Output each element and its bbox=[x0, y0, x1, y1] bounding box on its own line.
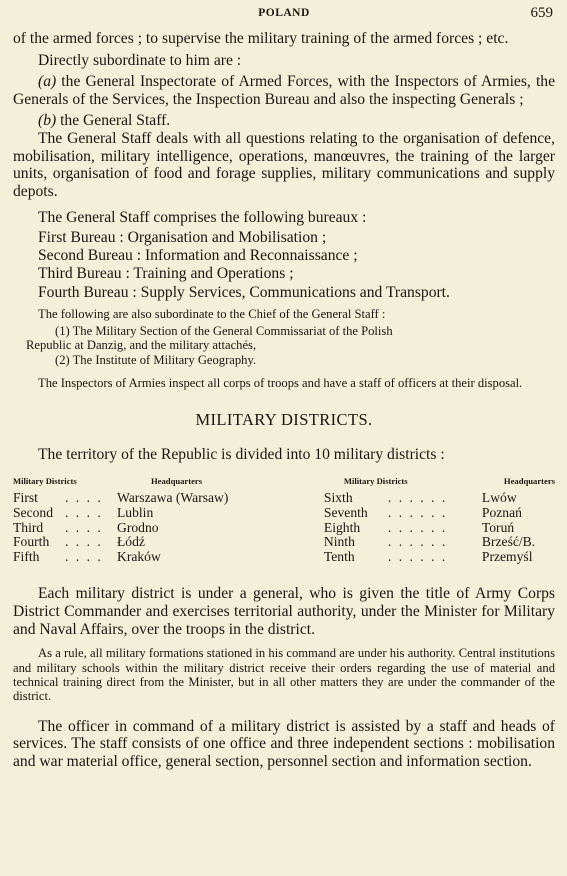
paragraph-directly-subordinate: Directly subordinate to him are : bbox=[38, 51, 242, 69]
column-header-headquarters: Headquarters bbox=[503, 475, 555, 486]
leader-dots: . . . . bbox=[65, 519, 103, 535]
bureau-item: Fourth Bureau : Supply Services, Communications and Transport. bbox=[38, 283, 450, 301]
district-name: Tenth bbox=[323, 548, 355, 564]
running-head: POLAND bbox=[258, 7, 310, 19]
table-row bbox=[324, 521, 555, 536]
leader-dots: . . . . . . bbox=[387, 490, 448, 506]
table-row bbox=[13, 550, 228, 565]
subordinate-item-1: (1) The Military Section of the General Commissariat of the Polish bbox=[55, 324, 393, 339]
bureaux-list bbox=[13, 229, 555, 302]
leader-dots: . . . . . . bbox=[387, 519, 448, 535]
leader-dots: . . . . . . bbox=[387, 548, 448, 564]
headquarters-name: Lwów bbox=[481, 490, 517, 506]
paragraph-item-b bbox=[13, 112, 555, 130]
leader-dots: . . . . . . bbox=[387, 534, 448, 550]
item-b-text: the General Staff. bbox=[56, 112, 171, 130]
district-name: Second bbox=[13, 504, 54, 520]
districts-right-column bbox=[324, 474, 555, 565]
district-name: Seventh bbox=[323, 504, 368, 520]
subordinates-list bbox=[13, 324, 555, 367]
paragraph-inspectors: The Inspectors of Armies inspect all corps of troops and have a staff of officers at their disposal. bbox=[38, 375, 523, 390]
district-name: Sixth bbox=[323, 490, 353, 506]
column-header-districts: Military Districts bbox=[343, 475, 408, 486]
leader-dots: . . . . bbox=[65, 490, 103, 506]
leader-dots: . . . . . . bbox=[387, 504, 448, 520]
section-title: MILITARY DISTRICTS. bbox=[195, 410, 373, 430]
table-row bbox=[324, 491, 555, 506]
leader-dots: . . . . bbox=[65, 548, 103, 564]
district-name: First bbox=[13, 490, 38, 506]
subordinate-item-1-cont: Republic at Danzig, and the military attachés, bbox=[26, 338, 257, 353]
paragraph-armed-forces: of the armed forces ; to supervise the military training of the armed forces ; etc. bbox=[13, 30, 509, 47]
paragraph-general-staff: The General Staff deals with all questions relating to the organisation of defence, mobilisation, military intelligence, operations, manœuvres, the training of the larger units, organisation of food and forage supplies, military communications and supply depots. bbox=[13, 129, 555, 200]
headquarters-name: Kraków bbox=[117, 548, 161, 564]
paragraph-bureaux-intro: The General Staff comprises the following bureaux : bbox=[38, 209, 367, 227]
paragraph-authority: As a rule, all military formations stationed in his command are under his authority. Central institutions and military schools within the military district receive their orders regarding the use of material and technical training direct from the Minister, but in all other matters they are under the commander of the district. bbox=[13, 646, 555, 704]
table-row bbox=[13, 491, 228, 506]
district-name: Fifth bbox=[13, 548, 40, 564]
paragraph-staff: The officer in command of a military district is assisted by a staff and heads of services. The staff consists of one office and three independent sections : mobilisation and war material office, general section, personnel section and information section. bbox=[13, 717, 555, 770]
headquarters-name: Przemyśl bbox=[481, 548, 533, 564]
column-header-headquarters: Headquarters bbox=[151, 475, 203, 486]
bureau-item: First Bureau : Organisation and Mobilisation ; bbox=[38, 228, 327, 246]
page-header bbox=[13, 0, 555, 30]
headquarters-name: Brześć/B. bbox=[481, 534, 536, 550]
paragraph-territory: The territory of the Republic is divided into 10 military districts : bbox=[38, 446, 445, 464]
headquarters-name: Poznań bbox=[481, 504, 522, 520]
districts-left-column bbox=[13, 474, 228, 565]
item-a-label: (a) bbox=[38, 73, 57, 91]
table-row bbox=[13, 535, 228, 550]
table-row bbox=[324, 550, 555, 565]
table-row bbox=[324, 535, 555, 550]
bureau-item: Second Bureau : Information and Reconnaissance ; bbox=[38, 247, 358, 265]
paragraph-item-a bbox=[13, 73, 555, 108]
headquarters-name: Łódź bbox=[117, 534, 145, 550]
bureau-item: Third Bureau : Training and Operations ; bbox=[38, 265, 294, 283]
page-number: 659 bbox=[530, 5, 553, 21]
table-row bbox=[13, 506, 228, 521]
leader-dots: . . . . bbox=[65, 534, 103, 550]
subordinate-item-2: (2) The Institute of Military Geography. bbox=[55, 352, 257, 367]
district-name: Third bbox=[13, 519, 44, 535]
headquarters-name: Toruń bbox=[481, 519, 515, 535]
district-name: Ninth bbox=[323, 534, 355, 550]
headquarters-name: Grodno bbox=[117, 519, 159, 535]
district-name: Fourth bbox=[13, 534, 50, 550]
districts-table bbox=[13, 474, 555, 565]
paragraph-district-commander: Each military district is under a general, who is given the title of Army Corps District Commander and exercises territorial authority, under the Minister for Military and Naval Affairs, over the troops in the district. bbox=[13, 585, 555, 638]
paragraph-chief-subordinates: The following are also subordinate to the Chief of the General Staff : bbox=[38, 306, 386, 321]
item-b-label: (b) bbox=[38, 112, 57, 130]
district-name: Eighth bbox=[323, 519, 361, 535]
item-a-text: the General Inspectorate of Armed Forces, with the Inspectors of Armies, the Generals of the Services, the Inspection Bureau and also the inspecting Generals ; bbox=[13, 73, 555, 108]
table-row bbox=[13, 521, 228, 536]
headquarters-name: Lublin bbox=[117, 504, 154, 520]
table-row bbox=[324, 506, 555, 521]
column-header-districts: Military Districts bbox=[13, 475, 77, 486]
leader-dots: . . . . bbox=[65, 504, 103, 520]
headquarters-name: Warszawa (Warsaw) bbox=[117, 490, 229, 506]
